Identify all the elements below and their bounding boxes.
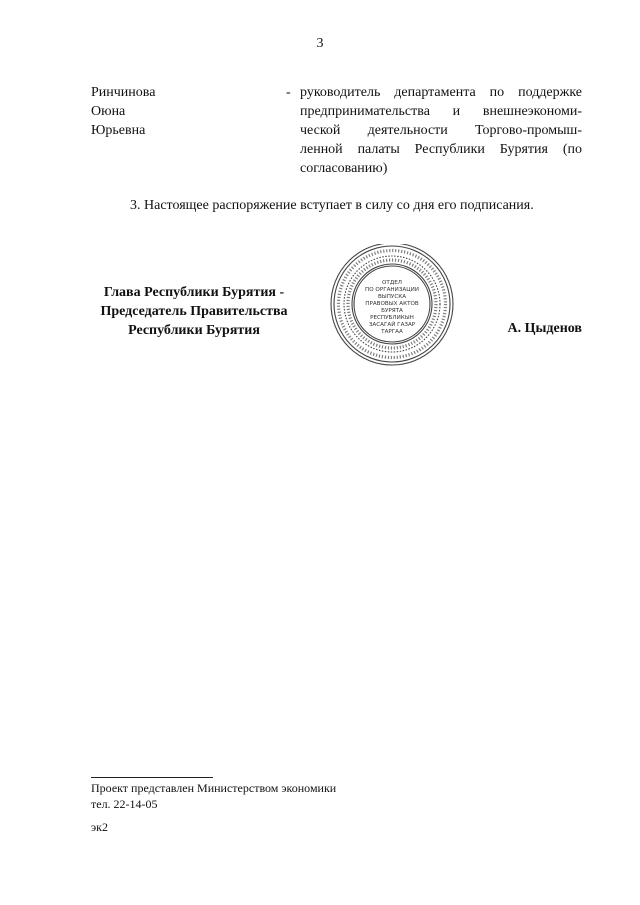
- signatory-title-line: Глава Республики Бурятия -: [103, 285, 285, 300]
- member-position-line: руководитель департамента по поддержке: [300, 85, 582, 100]
- seal-inner-text-line: БУРЯТА: [381, 308, 403, 314]
- clause-3: 3. Настоящее распоряжение вступает в силу со дня его подписания.: [130, 198, 534, 213]
- signer-name: А. Цыденов: [507, 321, 582, 336]
- page-number: 3: [316, 36, 324, 51]
- signatory-title-line: Председатель Правительства: [100, 304, 288, 319]
- prepared-by: Проект представлен Министерством экономики: [91, 781, 337, 795]
- seal-inner-text: [365, 280, 419, 335]
- seal-inner-text-line: ЗАСАГАЙ ГАЗАР: [368, 322, 416, 328]
- member-patronymic: Юрьевна: [91, 123, 146, 138]
- official-seal-stamp: [315, 244, 465, 374]
- seal-inner-text-line: РЕСПУБЛИКЫН: [370, 315, 414, 321]
- member-position: [300, 83, 582, 178]
- seal-inner-text-line: ОТДЕЛ: [382, 280, 402, 286]
- signatory-title: [88, 283, 300, 340]
- member-position-line: предпринимательства и внешнеэкономи-: [300, 104, 582, 119]
- member-name: [91, 83, 155, 140]
- member-dash: -: [286, 85, 291, 100]
- member-position-line: ленной палаты Республики Бурятия (по: [300, 142, 582, 157]
- footer-divider: [91, 777, 213, 778]
- seal-inner-text-line: ТАРГАА: [381, 329, 403, 335]
- member-first-name: Оюна: [91, 104, 126, 119]
- footer-note: [91, 780, 336, 812]
- seal-inner-text-line: ПО ОРГАНИЗАЦИИ: [365, 287, 419, 293]
- seal-inner-text-line: ПРАВОВЫХ АКТОВ: [365, 301, 419, 307]
- member-surname: Ринчинова: [91, 85, 156, 100]
- contact-phone: тел. 22-14-05: [91, 797, 158, 811]
- member-position-line: ческой деятельности Торгово-промыш-: [300, 123, 582, 138]
- signatory-title-line: Республики Бурятия: [128, 323, 260, 338]
- document-code: эк2: [91, 820, 108, 834]
- member-position-line: согласованию): [300, 161, 388, 176]
- seal-inner-text-line: ВЫПУСКА: [377, 294, 407, 300]
